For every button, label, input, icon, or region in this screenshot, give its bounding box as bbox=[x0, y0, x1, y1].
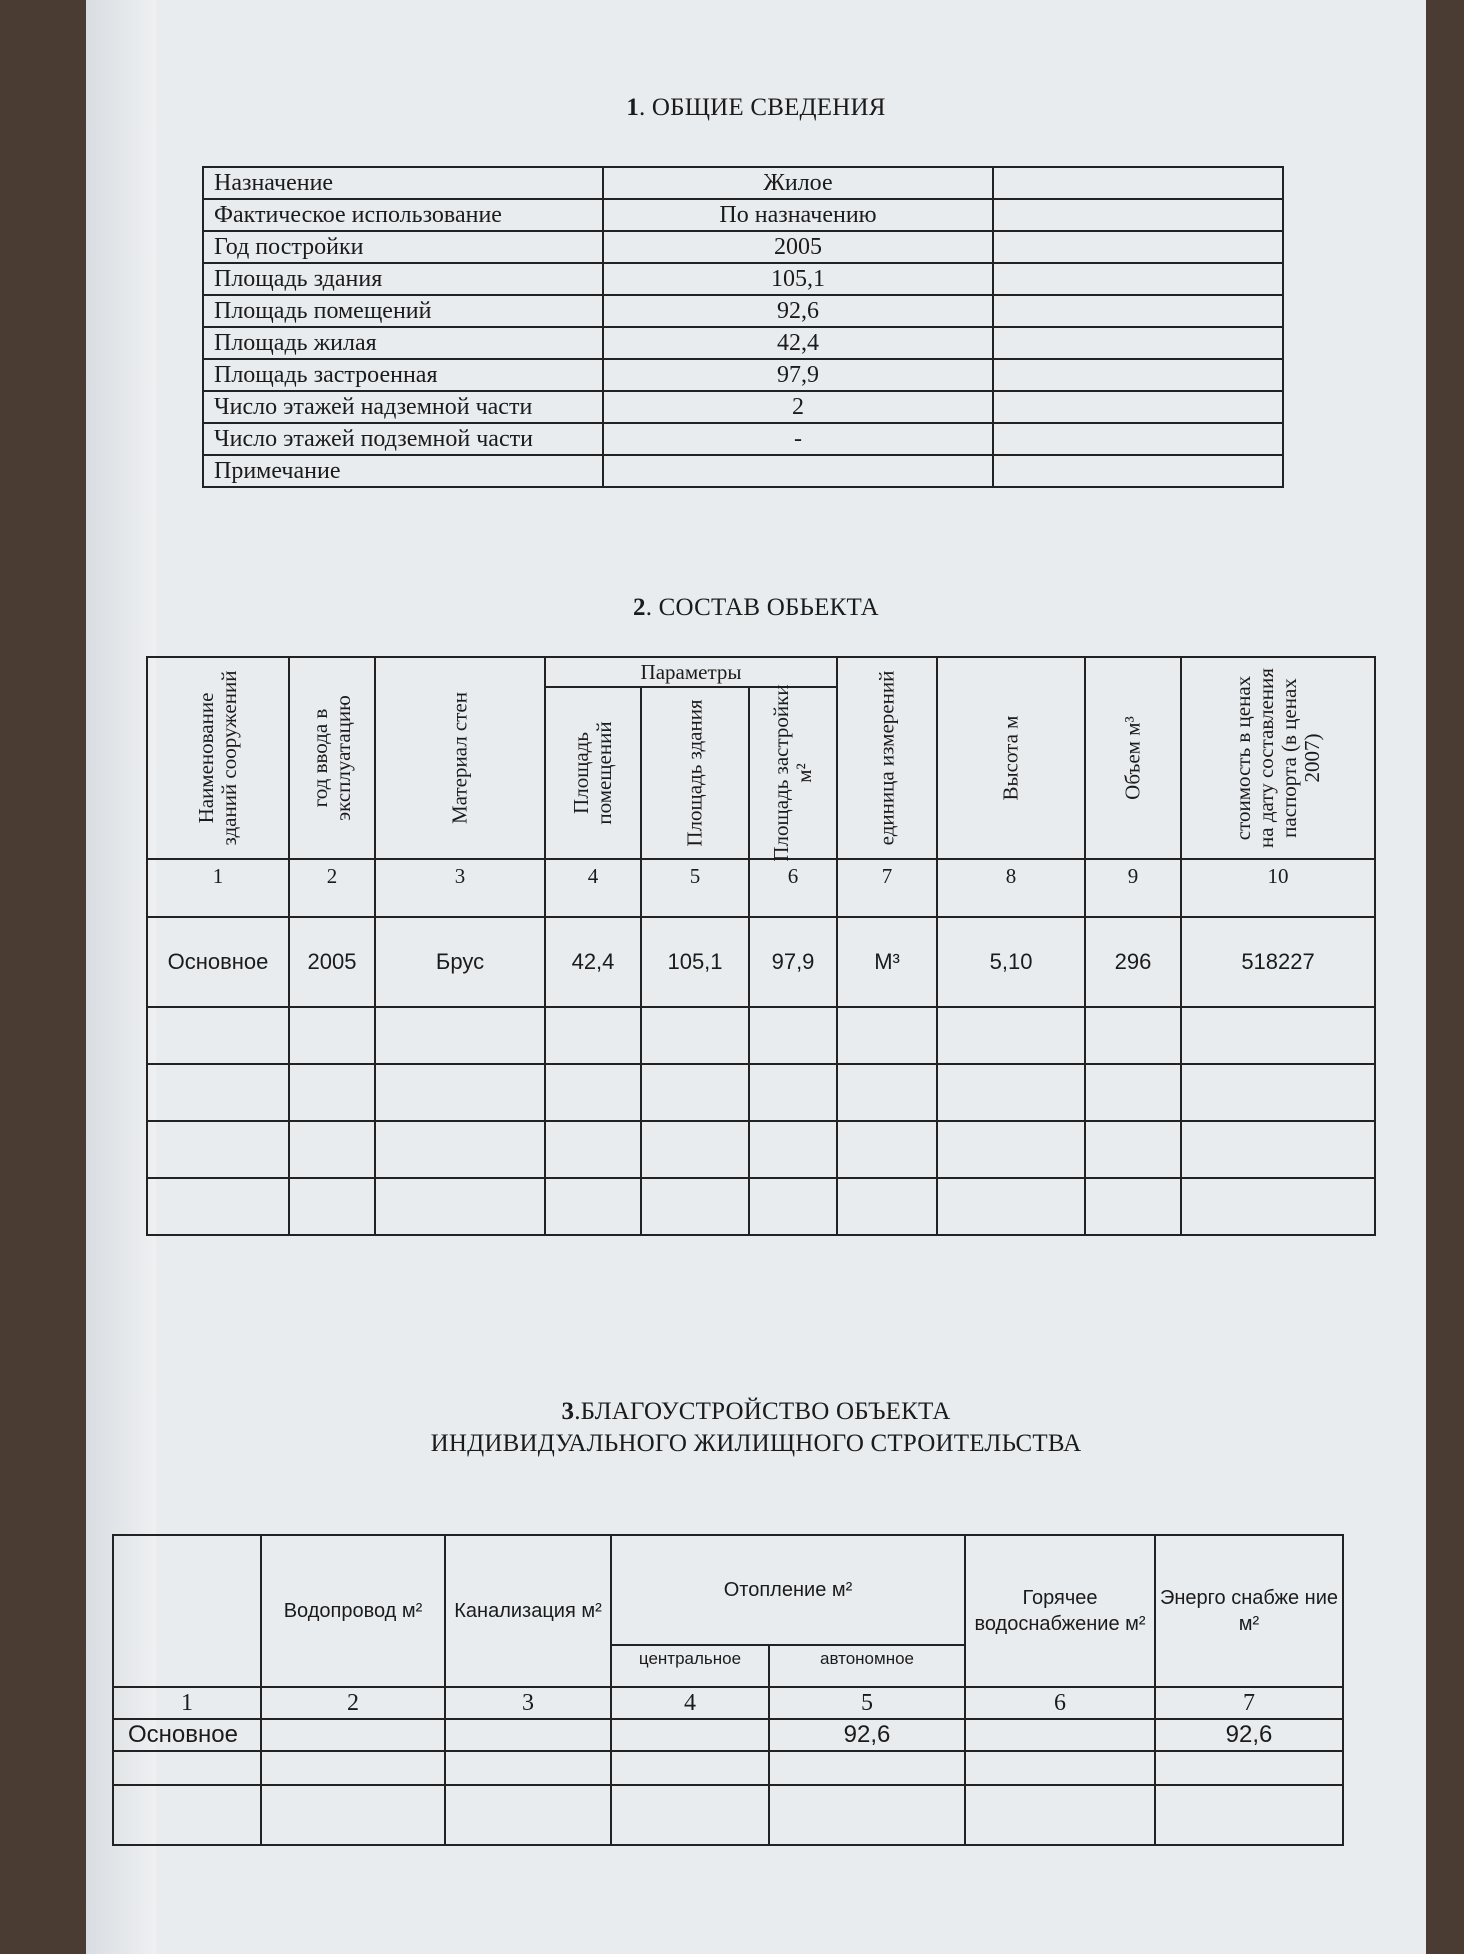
section1-title-text: . ОБЩИЕ СВЕДЕНИЯ bbox=[639, 94, 886, 121]
cell-area-built: 97,9 bbox=[749, 917, 837, 1007]
info-label: Площадь помещений bbox=[203, 295, 603, 327]
info-row bbox=[203, 263, 1283, 295]
info-row bbox=[203, 327, 1283, 359]
column-number: 5 bbox=[769, 1687, 965, 1719]
cell-year: 2005 bbox=[289, 917, 375, 1007]
column-number: 7 bbox=[837, 859, 937, 917]
column-number: 3 bbox=[375, 859, 545, 917]
info-label: Назначение bbox=[203, 167, 603, 199]
header-unit: единица измерений bbox=[837, 657, 937, 859]
info-extra bbox=[993, 167, 1283, 199]
header-area-building: Площадь здания bbox=[641, 687, 749, 859]
empty-row bbox=[147, 1064, 1375, 1121]
cell-name: Основное bbox=[147, 917, 289, 1007]
info-row bbox=[203, 455, 1283, 487]
column-number: 10 bbox=[1181, 859, 1375, 917]
data-row-main bbox=[147, 917, 1375, 1007]
info-value: По назначению bbox=[603, 199, 993, 231]
column-number: 7 bbox=[1155, 1687, 1343, 1719]
info-extra bbox=[993, 295, 1283, 327]
header-power: Энерго снабже ние м² bbox=[1155, 1535, 1343, 1687]
column-number: 8 bbox=[937, 859, 1085, 917]
info-value: 42,4 bbox=[603, 327, 993, 359]
header-heating-auto: автономное bbox=[769, 1645, 965, 1687]
data-row-main bbox=[113, 1719, 1343, 1751]
info-label: Число этажей подземной части bbox=[203, 423, 603, 455]
header-area-built: Площадь застройки м² bbox=[749, 687, 837, 859]
header-water: Водопровод м² bbox=[261, 1535, 445, 1687]
column-number: 2 bbox=[261, 1687, 445, 1719]
column-number: 6 bbox=[749, 859, 837, 917]
info-label: Площадь застроенная bbox=[203, 359, 603, 391]
composition-table bbox=[146, 656, 1376, 1236]
header-building-name: Наименование зданий сооружений bbox=[147, 657, 289, 859]
cell-name: Основное bbox=[113, 1719, 261, 1751]
cell-unit: М³ bbox=[837, 917, 937, 1007]
cell-power: 92,6 bbox=[1155, 1719, 1343, 1751]
info-row bbox=[203, 423, 1283, 455]
header-cost: стоимость в ценах на дату составления паспорта (в ценах 2007) bbox=[1181, 657, 1375, 859]
empty-row bbox=[113, 1751, 1343, 1785]
info-label: Площадь здания bbox=[203, 263, 603, 295]
section1-number: 1 bbox=[626, 94, 640, 121]
section3-number: 3 bbox=[561, 1398, 575, 1425]
info-value: Жилое bbox=[603, 167, 993, 199]
header-volume: Объем м³ bbox=[1085, 657, 1181, 859]
info-label: Примечание bbox=[203, 455, 603, 487]
cell-area-rooms: 42,4 bbox=[545, 917, 641, 1007]
empty-row bbox=[147, 1121, 1375, 1178]
header-heating: Отопление м² bbox=[611, 1535, 965, 1645]
info-extra bbox=[993, 391, 1283, 423]
info-extra bbox=[993, 231, 1283, 263]
paper-page bbox=[86, 0, 1426, 1954]
column-numbers-row bbox=[113, 1687, 1343, 1719]
cell-hot-water bbox=[965, 1719, 1155, 1751]
header-params: Параметры bbox=[545, 657, 837, 687]
info-extra bbox=[993, 263, 1283, 295]
info-row bbox=[203, 231, 1283, 263]
info-value: 2 bbox=[603, 391, 993, 423]
section3-title-line2: ИНДИВИДУАЛЬНОГО ЖИЛИЩНОГО СТРОИТЕЛЬСТВА bbox=[430, 1430, 1082, 1457]
section2-number: 2 bbox=[633, 594, 646, 621]
cell-material: Брус bbox=[375, 917, 545, 1007]
header-hot-water: Горячее водоснабжение м² bbox=[965, 1535, 1155, 1687]
info-extra bbox=[993, 423, 1283, 455]
info-value: 92,6 bbox=[603, 295, 993, 327]
header-sewer: Канализация м² bbox=[445, 1535, 611, 1687]
improvement-table bbox=[112, 1534, 1344, 1846]
info-label: Фактическое использование bbox=[203, 199, 603, 231]
info-value bbox=[603, 455, 993, 487]
column-number: 5 bbox=[641, 859, 749, 917]
header-blank bbox=[113, 1535, 261, 1687]
empty-row bbox=[147, 1178, 1375, 1235]
info-value: 105,1 bbox=[603, 263, 993, 295]
column-number: 3 bbox=[445, 1687, 611, 1719]
cell-sewer bbox=[445, 1719, 611, 1751]
cell-cost: 518227 bbox=[1181, 917, 1375, 1007]
header-area-rooms: Площадь помещений bbox=[545, 687, 641, 859]
info-extra bbox=[993, 327, 1283, 359]
info-value: 2005 bbox=[603, 231, 993, 263]
column-number: 2 bbox=[289, 859, 375, 917]
column-number: 1 bbox=[113, 1687, 261, 1719]
info-extra bbox=[993, 455, 1283, 487]
empty-row bbox=[113, 1785, 1343, 1845]
section1-title bbox=[86, 94, 1426, 122]
info-row bbox=[203, 359, 1283, 391]
general-info-table bbox=[202, 166, 1284, 488]
column-number: 4 bbox=[611, 1687, 769, 1719]
info-row bbox=[203, 295, 1283, 327]
header-height: Высота м bbox=[937, 657, 1085, 859]
cell-heating-auto: 92,6 bbox=[769, 1719, 965, 1751]
column-numbers-row bbox=[147, 859, 1375, 917]
empty-row bbox=[147, 1007, 1375, 1064]
info-row bbox=[203, 167, 1283, 199]
info-label: Число этажей надземной части bbox=[203, 391, 603, 423]
cell-volume: 296 bbox=[1085, 917, 1181, 1007]
header-material: Материал стен bbox=[375, 657, 545, 859]
info-label: Год постройки bbox=[203, 231, 603, 263]
info-extra bbox=[993, 359, 1283, 391]
info-label: Площадь жилая bbox=[203, 327, 603, 359]
info-row bbox=[203, 391, 1283, 423]
section3-title-line1: .БЛАГОУСТРОЙСТВО ОБЪЕКТА bbox=[574, 1398, 951, 1425]
column-number: 6 bbox=[965, 1687, 1155, 1719]
section2-title bbox=[86, 594, 1426, 622]
section3-title bbox=[86, 1396, 1426, 1460]
info-value: - bbox=[603, 423, 993, 455]
cell-height: 5,10 bbox=[937, 917, 1085, 1007]
column-number: 1 bbox=[147, 859, 289, 917]
section2-title-text: . СОСТАВ ОБЬЕКТА bbox=[645, 594, 879, 621]
cell-area-building: 105,1 bbox=[641, 917, 749, 1007]
header-heating-central: центральное bbox=[611, 1645, 769, 1687]
header-year: год ввода в эксплуатацию bbox=[289, 657, 375, 859]
column-number: 4 bbox=[545, 859, 641, 917]
info-value: 97,9 bbox=[603, 359, 993, 391]
info-extra bbox=[993, 199, 1283, 231]
column-number: 9 bbox=[1085, 859, 1181, 917]
info-row bbox=[203, 199, 1283, 231]
cell-heating-central bbox=[611, 1719, 769, 1751]
cell-water bbox=[261, 1719, 445, 1751]
